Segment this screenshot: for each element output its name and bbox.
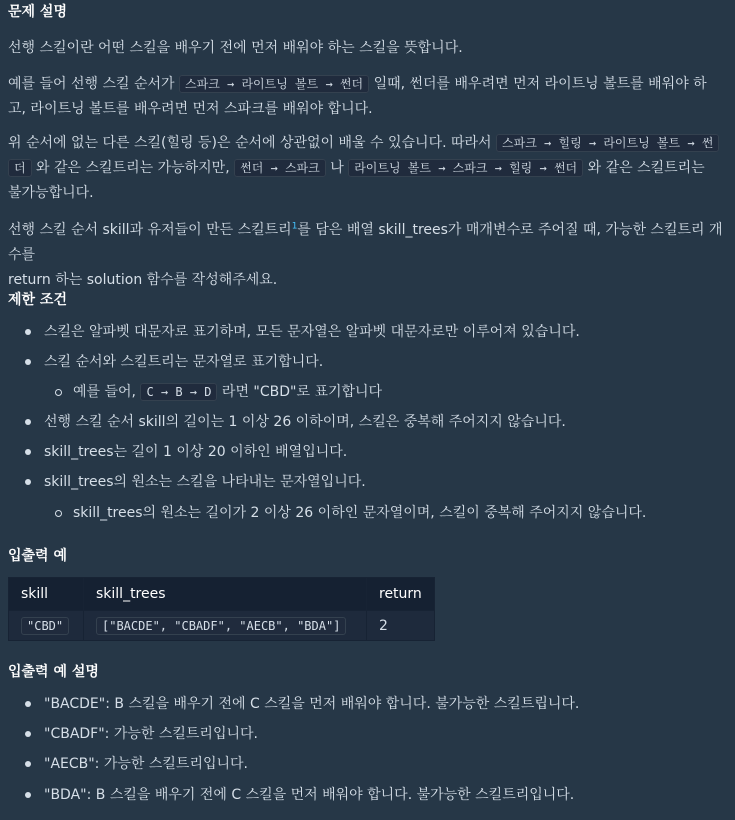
bullet-icon [25, 419, 31, 425]
list-item: "BDA": B 스킬을 배우기 전에 C 스킬을 먼저 배워야 합니다. 불가능한 스킬트리입니다. [44, 784, 734, 806]
constraints-heading: 제한 조건 [8, 292, 67, 308]
list-item: "BACDE": B 스킬을 배우기 전에 C 스킬을 먼저 배워야 합니다. 불가능한 스킬트립니다. [44, 693, 734, 715]
bullet-icon [25, 761, 31, 767]
list-item: 스킬 순서와 스킬트리는 문자열로 표기합니다. [44, 351, 734, 373]
list-item: skill_trees의 원소는 스킬을 나타내는 문자열입니다. [44, 471, 734, 493]
list-item: skill_trees의 원소는 길이가 2 이상 26 이하인 문자열이며, 스킬이 중복해 주어지지 않습니다. [73, 502, 733, 524]
hollow-bullet-icon [55, 510, 62, 517]
table-row [9, 611, 435, 641]
table-cell: ["BACDE", "CBADF", "AECB", "BDA"] [84, 611, 367, 641]
bullet-icon [25, 479, 31, 485]
valid-tree-code-cont: 더 [8, 159, 32, 177]
list-item: 선행 스킬 순서 skill의 길이는 1 이상 26 이하이며, 스킬은 중복해 주어지지 않습니다. [44, 411, 734, 433]
order-paragraph: 위 순서에 없는 다른 스킬(힐링 등)은 순서에 상관없이 배울 수 있습니다. 따라서 스파크 → 힐링 → 라이트닝 볼트 → 썬 더 와 같은 스킬트리는 가능하지만, 썬더 → 스파크 나 라이트닝 볼트 → 스파크 → 힐링 → 썬더 와 같은 스킬트리는 불가능합니다. [8, 131, 730, 206]
list-item: "AECB": 가능한 스킬트리입니다. [44, 753, 734, 775]
bullet-icon [25, 359, 31, 365]
invalid-tree-code-2: 라이트닝 볼트 → 스파크 → 힐링 → 썬더 [348, 159, 583, 177]
skill-order-code: 스파크 → 라이트닝 볼트 → 썬더 [179, 75, 369, 93]
invalid-tree-code-1: 썬더 → 스파크 [234, 159, 326, 177]
column-header-skill: skill [9, 578, 84, 611]
sequence-code: C → B → D [140, 383, 217, 401]
bullet-icon [25, 329, 31, 335]
examples-table [8, 577, 435, 641]
example-paragraph: 예를 들어 선행 스킬 순서가 스파크 → 라이트닝 볼트 → 썬더 일때, 썬더를 배우려면 먼저 라이트닝 볼트를 배워야 하 고, 라이트닝 볼트를 배우려면 먼저 스파크를 배워야 합니다. [8, 76, 707, 117]
footnote-link[interactable]: 1 [291, 221, 298, 232]
list-item: skill_trees는 길이 1 이상 20 이하인 배열입니다. [44, 441, 734, 463]
table-cell: 2 [367, 611, 435, 641]
bullet-icon [25, 449, 31, 455]
table-cell: "CBD" [9, 611, 84, 641]
list-item: 스킬은 알파벳 대문자로 표기하며, 모든 문자열은 알파벳 대문자로만 이루어져 있습니다. [44, 321, 734, 343]
intro-paragraph: 선행 스킬이란 어떤 스킬을 배우기 전에 먼저 배워야 하는 스킬을 뜻합니다. [8, 40, 463, 56]
column-header-skill-trees: skill_trees [84, 578, 367, 611]
hollow-bullet-icon [55, 389, 62, 396]
bullet-icon [25, 731, 31, 737]
bullet-icon [25, 701, 31, 707]
explanation-heading: 입출력 예 설명 [8, 664, 99, 680]
column-header-return: return [367, 578, 435, 611]
list-item: 예를 들어, C → B → D 라면 "CBD"로 표기합니다 [73, 381, 733, 403]
task-paragraph: 선행 스킬 순서 skill과 유저들이 만든 스킬트리$^1$를 담은 배열 skill_trees가 매개변수로 주어질 때, 가능한 스킬트리 개수를 return 하는 solution 함수를 작성해주세요. [8, 221, 723, 288]
examples-heading: 입출력 예 [8, 548, 67, 564]
problem-heading: 문제 설명 [8, 4, 67, 20]
valid-tree-code: 스파크 → 힐링 → 라이트닝 볼트 → 썬 [496, 134, 719, 152]
list-item: "CBADF": 가능한 스킬트리입니다. [44, 723, 734, 745]
bullet-icon [25, 792, 31, 798]
